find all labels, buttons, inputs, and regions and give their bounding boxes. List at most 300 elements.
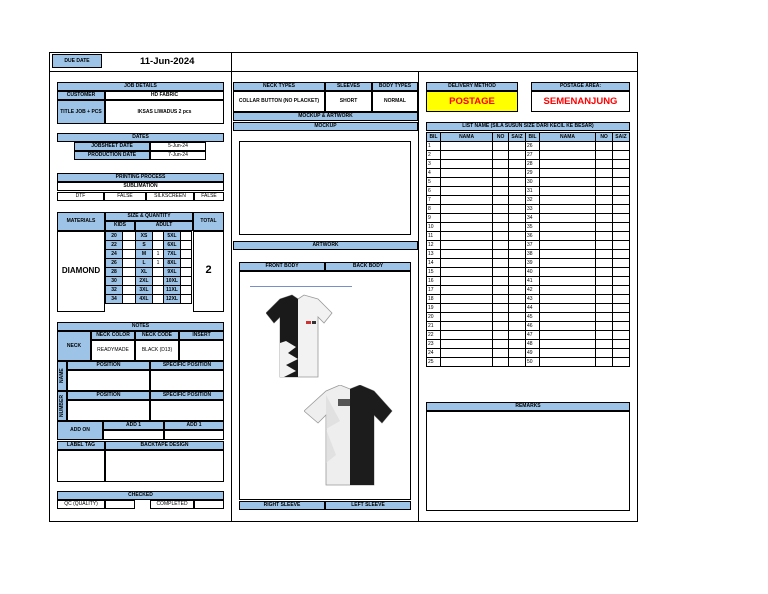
bil-cell: 35: [526, 223, 540, 232]
saiz-cell[interactable]: [509, 340, 526, 349]
saiz-cell[interactable]: [613, 169, 630, 178]
nama-cell[interactable]: [440, 295, 492, 304]
no-header: NO: [493, 133, 509, 142]
silkscreen-value: FALSE: [194, 192, 224, 201]
nama-cell[interactable]: [539, 223, 595, 232]
bil-cell: 38: [526, 250, 540, 259]
nama-cell[interactable]: [539, 142, 595, 151]
bil-cell: 3: [427, 160, 441, 169]
nama-cell[interactable]: [539, 322, 595, 331]
kids-size-cell: 32: [106, 286, 123, 295]
nama-cell[interactable]: [440, 250, 492, 259]
adult-size-cell-2: 8XL: [164, 259, 181, 268]
nama-cell[interactable]: [440, 223, 492, 232]
bil-cell: 34: [526, 214, 540, 223]
kids-size-cell: 30: [106, 277, 123, 286]
no-cell[interactable]: [596, 286, 613, 295]
saiz-cell[interactable]: [509, 142, 526, 151]
name-list-header: LIST NAME (SILA SUSUN SIZE DARI KECIL KE BESAR): [426, 122, 630, 131]
nama-cell[interactable]: [539, 331, 595, 340]
name-list-row: [427, 151, 630, 160]
bil-cell: 20: [427, 313, 441, 322]
size-row: [106, 250, 192, 259]
saiz-cell[interactable]: [613, 151, 630, 160]
bil-cell: 2: [427, 151, 441, 160]
no-cell[interactable]: [596, 295, 613, 304]
saiz-cell[interactable]: [509, 205, 526, 214]
adult-size-cell: XL: [136, 268, 153, 277]
adult-size-cell: XS: [136, 232, 153, 241]
no-cell[interactable]: [596, 232, 613, 241]
adult-size-cell: M: [136, 250, 153, 259]
no-cell[interactable]: [493, 277, 509, 286]
saiz-cell[interactable]: [613, 304, 630, 313]
adult-qty-cell: [153, 286, 164, 295]
size-quantity-label: SIZE & QUANTITY: [105, 212, 193, 221]
saiz-cell[interactable]: [509, 331, 526, 340]
nama-cell[interactable]: [440, 358, 492, 367]
no-cell[interactable]: [493, 313, 509, 322]
saiz-cell[interactable]: [509, 295, 526, 304]
dates-header: DATES: [57, 133, 224, 142]
job-details-header: JOB DETAILS: [57, 82, 224, 91]
bil-cell: 15: [427, 268, 441, 277]
saiz-cell[interactable]: [613, 295, 630, 304]
saiz-cell[interactable]: [509, 313, 526, 322]
mockup-box: [239, 141, 411, 235]
saiz-cell[interactable]: [613, 232, 630, 241]
no-cell[interactable]: [596, 196, 613, 205]
adult-size-cell-2: 12XL: [164, 295, 181, 304]
no-cell[interactable]: [596, 340, 613, 349]
saiz-header: SAIZ: [509, 133, 526, 142]
nama-cell[interactable]: [440, 268, 492, 277]
kids-qty-cell: [123, 232, 136, 241]
backtape-design-value: [105, 450, 224, 482]
adult-qty-cell-2: [181, 268, 192, 277]
bil-cell: 11: [427, 232, 441, 241]
no-cell[interactable]: [493, 286, 509, 295]
saiz-cell[interactable]: [509, 322, 526, 331]
total-label: TOTAL: [193, 212, 224, 231]
neck-types-label: NECK TYPES: [233, 82, 325, 91]
nama-cell[interactable]: [440, 331, 492, 340]
saiz-cell[interactable]: [613, 286, 630, 295]
column-divider-1: [231, 52, 232, 522]
no-cell[interactable]: [596, 268, 613, 277]
saiz-cell[interactable]: [613, 196, 630, 205]
adult-size-cell-2: 9XL: [164, 268, 181, 277]
no-cell[interactable]: [596, 187, 613, 196]
saiz-cell[interactable]: [509, 358, 526, 367]
no-cell[interactable]: [493, 322, 509, 331]
no-cell[interactable]: [596, 277, 613, 286]
no-cell[interactable]: [596, 322, 613, 331]
add-on-label: ADD ON: [57, 421, 103, 440]
nama-cell[interactable]: [539, 358, 595, 367]
no-cell[interactable]: [596, 142, 613, 151]
nama-cell[interactable]: [539, 295, 595, 304]
nama-cell[interactable]: [440, 151, 492, 160]
saiz-cell[interactable]: [509, 268, 526, 277]
bil-cell: 9: [427, 214, 441, 223]
name-list-row: [427, 232, 630, 241]
nama-cell[interactable]: [539, 268, 595, 277]
saiz-cell[interactable]: [613, 223, 630, 232]
nama-cell[interactable]: [440, 322, 492, 331]
no-cell[interactable]: [493, 151, 509, 160]
adult-size-cell: 3XL: [136, 286, 153, 295]
adult-qty-cell: 1: [153, 259, 164, 268]
saiz-cell[interactable]: [613, 313, 630, 322]
no-cell[interactable]: [596, 250, 613, 259]
nama-cell[interactable]: [539, 304, 595, 313]
nama-cell[interactable]: [440, 178, 492, 187]
kids-qty-cell: [123, 277, 136, 286]
delivery-method-label: DELIVERY METHOD: [426, 82, 518, 91]
no-cell[interactable]: [493, 259, 509, 268]
nama-cell[interactable]: [440, 169, 492, 178]
kids-size-cell: 22: [106, 241, 123, 250]
adult-qty-cell-2: [181, 250, 192, 259]
nama-cell[interactable]: [539, 259, 595, 268]
add1b-value: [164, 430, 224, 440]
no-cell[interactable]: [596, 259, 613, 268]
left-sleeve-label: LEFT SLEEVE: [325, 501, 411, 510]
insert-value: [179, 340, 224, 361]
bil-header-2: BIL: [526, 133, 540, 142]
no-cell[interactable]: [596, 169, 613, 178]
no-cell[interactable]: [596, 223, 613, 232]
adult-size-cell: 2XL: [136, 277, 153, 286]
saiz-cell[interactable]: [613, 277, 630, 286]
bil-cell: 23: [427, 340, 441, 349]
nama-cell[interactable]: [539, 196, 595, 205]
no-cell[interactable]: [596, 205, 613, 214]
no-cell[interactable]: [493, 187, 509, 196]
nama-cell[interactable]: [440, 259, 492, 268]
name-list-row: [427, 223, 630, 232]
mockup-artwork-header: MOCKUP & ARTWORK: [233, 112, 418, 121]
no-cell[interactable]: [493, 196, 509, 205]
bil-cell: 46: [526, 322, 540, 331]
material-value: DIAMOND: [61, 266, 101, 275]
no-cell[interactable]: [596, 313, 613, 322]
saiz-cell[interactable]: [613, 187, 630, 196]
no-cell[interactable]: [493, 295, 509, 304]
postage-area-label: POSTAGE AREA:: [531, 82, 630, 91]
saiz-cell[interactable]: [509, 232, 526, 241]
number-specific-position-label: SPECIFIC POSITION: [150, 391, 224, 400]
jobsheet-date-value: 5-Jun-24: [150, 142, 206, 151]
no-cell[interactable]: [596, 151, 613, 160]
nama-cell[interactable]: [539, 232, 595, 241]
neck-type-value: COLLAR BUTTON (NO PLACKET): [233, 91, 325, 112]
dtf-value: FALSE: [104, 192, 146, 201]
size-row: [106, 232, 192, 241]
saiz-cell[interactable]: [613, 331, 630, 340]
no-cell[interactable]: [596, 160, 613, 169]
no-cell[interactable]: [596, 178, 613, 187]
bil-cell: 36: [526, 232, 540, 241]
saiz-cell[interactable]: [509, 169, 526, 178]
saiz-cell[interactable]: [509, 241, 526, 250]
customer-value: HD FABRIC: [105, 91, 224, 100]
name-list-row: [427, 160, 630, 169]
nama-header: NAMA: [440, 133, 492, 142]
saiz-cell[interactable]: [509, 223, 526, 232]
bil-cell: 13: [427, 250, 441, 259]
neck-code-value: BLACK (D13): [135, 340, 179, 361]
neck-label: NECK: [57, 331, 91, 361]
name-list-row: [427, 187, 630, 196]
saiz-cell[interactable]: [509, 178, 526, 187]
saiz-cell[interactable]: [613, 241, 630, 250]
no-cell[interactable]: [493, 214, 509, 223]
nama-cell[interactable]: [440, 232, 492, 241]
materials-label: MATERIALS: [57, 212, 105, 231]
qc-value: [105, 500, 135, 509]
bil-cell: 19: [427, 304, 441, 313]
saiz-cell[interactable]: [509, 277, 526, 286]
sleeves-label: SLEEVES: [325, 82, 372, 91]
saiz-cell[interactable]: [613, 340, 630, 349]
remarks-box[interactable]: [426, 411, 630, 511]
no-cell[interactable]: [596, 358, 613, 367]
nama-cell[interactable]: [539, 241, 595, 250]
name-list-row: [427, 196, 630, 205]
notes-header: NOTES: [57, 322, 224, 331]
bil-cell: 31: [526, 187, 540, 196]
name-list-row: [427, 286, 630, 295]
name-list-row: [427, 349, 630, 358]
front-jersey-image: [266, 293, 336, 381]
kids-size-cell: 20: [106, 232, 123, 241]
nama-cell[interactable]: [539, 214, 595, 223]
number-specific-value: [150, 400, 224, 421]
qc-label: QC (QUALITY): [57, 500, 105, 509]
name-list-row: [427, 277, 630, 286]
saiz-cell[interactable]: [509, 286, 526, 295]
due-date-value: 11-Jun-2024: [140, 56, 195, 67]
nama-cell[interactable]: [539, 160, 595, 169]
bil-cell: 17: [427, 286, 441, 295]
adult-size-cell-2: 5XL: [164, 232, 181, 241]
bil-cell: 42: [526, 286, 540, 295]
saiz-cell[interactable]: [613, 160, 630, 169]
no-cell[interactable]: [493, 304, 509, 313]
adult-size-cell-2: 10XL: [164, 277, 181, 286]
saiz-cell[interactable]: [509, 187, 526, 196]
name-list-row: [427, 250, 630, 259]
nama-cell[interactable]: [539, 349, 595, 358]
nama-cell[interactable]: [440, 277, 492, 286]
no-cell[interactable]: [596, 214, 613, 223]
artwork-header: ARTWORK: [233, 241, 418, 250]
no-cell[interactable]: [493, 268, 509, 277]
nama-cell[interactable]: [440, 187, 492, 196]
nama-header-2: NAMA: [539, 133, 595, 142]
saiz-cell[interactable]: [613, 142, 630, 151]
delivery-method-value: POSTAGE: [426, 91, 518, 112]
bil-cell: 18: [427, 295, 441, 304]
jobsheet-date-label: JOBSHEET DATE: [74, 142, 150, 151]
no-cell[interactable]: [493, 232, 509, 241]
completed-label: COMPLETED: [150, 500, 194, 509]
bil-cell: 14: [427, 259, 441, 268]
saiz-cell[interactable]: [613, 322, 630, 331]
nama-cell[interactable]: [440, 304, 492, 313]
adult-qty-cell-2: [181, 295, 192, 304]
saiz-cell[interactable]: [509, 196, 526, 205]
nama-cell[interactable]: [539, 169, 595, 178]
saiz-cell[interactable]: [613, 268, 630, 277]
adult-size-cell-2: 11XL: [164, 286, 181, 295]
bil-header: BIL: [427, 133, 441, 142]
nama-cell[interactable]: [440, 205, 492, 214]
adult-size-cell: S: [136, 241, 153, 250]
name-position-value: [67, 370, 150, 391]
no-cell[interactable]: [596, 304, 613, 313]
bil-cell: 12: [427, 241, 441, 250]
saiz-cell[interactable]: [509, 304, 526, 313]
bil-cell: 49: [526, 349, 540, 358]
silkscreen-label: SILKSCREEN: [146, 192, 194, 201]
saiz-cell[interactable]: [509, 151, 526, 160]
adult-size-cell-2: 6XL: [164, 241, 181, 250]
saiz-cell[interactable]: [509, 349, 526, 358]
no-cell[interactable]: [493, 250, 509, 259]
bil-cell: 43: [526, 295, 540, 304]
no-cell[interactable]: [596, 349, 613, 358]
nama-cell[interactable]: [539, 340, 595, 349]
adult-qty-cell-2: [181, 286, 192, 295]
nama-cell[interactable]: [440, 160, 492, 169]
nama-cell[interactable]: [539, 178, 595, 187]
add1b-label: ADD 1: [164, 421, 224, 430]
front-body-label: FRONT BODY: [239, 262, 325, 271]
bil-cell: 8: [427, 205, 441, 214]
no-cell[interactable]: [493, 205, 509, 214]
adult-qty-cell: [153, 241, 164, 250]
bil-cell: 44: [526, 304, 540, 313]
nama-cell[interactable]: [539, 250, 595, 259]
name-list-table: [426, 132, 630, 367]
adult-size-cell-2: 7XL: [164, 250, 181, 259]
name-list-row: [427, 340, 630, 349]
kids-size-cell: 28: [106, 268, 123, 277]
adult-qty-cell-2: [181, 232, 192, 241]
bil-cell: 6: [427, 187, 441, 196]
production-date-label: PRODUCTION DATE: [74, 151, 150, 160]
nama-cell[interactable]: [539, 277, 595, 286]
saiz-cell[interactable]: [613, 358, 630, 367]
no-cell[interactable]: [493, 223, 509, 232]
no-cell[interactable]: [493, 169, 509, 178]
backtape-design-label: BACKTAPE DESIGN: [105, 441, 224, 450]
kids-size-cell: 26: [106, 259, 123, 268]
kids-size-cell: 24: [106, 250, 123, 259]
saiz-cell[interactable]: [613, 205, 630, 214]
saiz-cell[interactable]: [613, 250, 630, 259]
saiz-cell[interactable]: [613, 349, 630, 358]
no-header-2: NO: [596, 133, 613, 142]
nama-cell[interactable]: [539, 187, 595, 196]
bil-cell: 39: [526, 259, 540, 268]
no-cell[interactable]: [493, 160, 509, 169]
name-position-label: POSITION: [67, 361, 150, 370]
nama-cell[interactable]: [539, 151, 595, 160]
bil-cell: 25: [427, 358, 441, 367]
saiz-cell[interactable]: [613, 259, 630, 268]
body-types-label: BODY TYPES: [372, 82, 418, 91]
saiz-cell[interactable]: [509, 214, 526, 223]
no-cell[interactable]: [493, 340, 509, 349]
no-cell[interactable]: [493, 142, 509, 151]
kids-qty-cell: [123, 295, 136, 304]
adult-qty-cell-2: [181, 259, 192, 268]
adult-size-cell: L: [136, 259, 153, 268]
size-row: [106, 259, 192, 268]
adult-qty-cell-2: [181, 241, 192, 250]
name-list-row: [427, 313, 630, 322]
no-cell[interactable]: [493, 358, 509, 367]
nama-cell[interactable]: [440, 340, 492, 349]
no-cell[interactable]: [493, 241, 509, 250]
total-value: 2: [205, 264, 212, 276]
saiz-cell[interactable]: [613, 178, 630, 187]
nama-cell[interactable]: [440, 142, 492, 151]
artwork-line: [250, 286, 352, 287]
saiz-cell[interactable]: [509, 250, 526, 259]
label-tag-value: [57, 450, 105, 482]
kids-qty-cell: [123, 268, 136, 277]
no-cell[interactable]: [493, 349, 509, 358]
bil-cell: 37: [526, 241, 540, 250]
title-job-label: TITLE JOB + PCS: [57, 100, 105, 124]
nama-cell[interactable]: [539, 286, 595, 295]
nama-cell[interactable]: [440, 196, 492, 205]
name-specific-value: [150, 370, 224, 391]
name-list-row: [427, 304, 630, 313]
saiz-cell[interactable]: [613, 214, 630, 223]
nama-cell[interactable]: [440, 349, 492, 358]
printing-process-value: SUBLIMATION: [57, 182, 224, 191]
nama-cell[interactable]: [440, 241, 492, 250]
no-cell[interactable]: [493, 331, 509, 340]
nama-cell[interactable]: [539, 205, 595, 214]
no-cell[interactable]: [596, 241, 613, 250]
nama-cell[interactable]: [440, 214, 492, 223]
saiz-cell[interactable]: [509, 160, 526, 169]
kids-qty-cell: [123, 250, 136, 259]
name-list-row: [427, 169, 630, 178]
bil-cell: 27: [526, 151, 540, 160]
saiz-cell[interactable]: [509, 259, 526, 268]
nama-cell[interactable]: [440, 313, 492, 322]
kids-label: KIDS: [105, 221, 135, 231]
nama-cell[interactable]: [440, 286, 492, 295]
no-cell[interactable]: [596, 331, 613, 340]
bil-cell: 50: [526, 358, 540, 367]
nama-cell[interactable]: [539, 313, 595, 322]
kids-qty-cell: [123, 286, 136, 295]
customer-label: CUSTOMER: [57, 91, 105, 100]
number-position-value: [67, 400, 150, 421]
no-cell[interactable]: [493, 178, 509, 187]
size-row: [106, 295, 192, 304]
name-list-row: [427, 322, 630, 331]
